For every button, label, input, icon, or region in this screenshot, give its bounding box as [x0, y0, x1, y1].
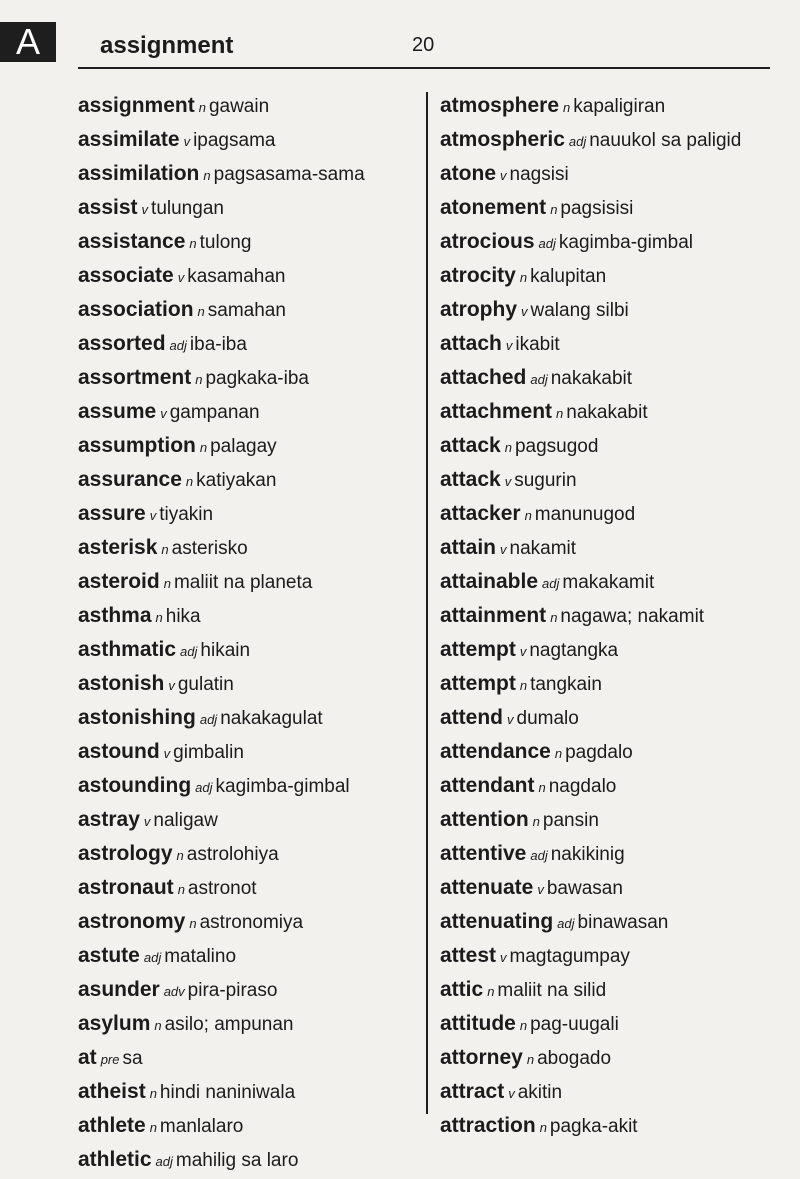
entry-part-of-speech: v — [505, 338, 513, 353]
entry-part-of-speech: n — [526, 1052, 535, 1067]
entry-part-of-speech: n — [177, 882, 185, 897]
entry-definition: mahilig sa laro — [175, 1150, 299, 1171]
dictionary-entry — [440, 532, 775, 566]
entry-headword: asteroid — [78, 570, 160, 593]
entry-definition: akitin — [517, 1082, 563, 1103]
dictionary-entry — [440, 702, 775, 736]
entry-part-of-speech: adj — [143, 950, 162, 965]
entry-headword: assignment — [78, 94, 195, 117]
entry-part-of-speech: n — [539, 1120, 547, 1135]
dictionary-entry — [440, 906, 775, 940]
entry-part-of-speech: n — [550, 610, 558, 625]
entry-headword: attendance — [440, 740, 551, 763]
entry-headword: association — [78, 298, 194, 321]
entry-headword: assimilation — [78, 162, 200, 185]
entry-part-of-speech: adj — [195, 780, 213, 795]
entry-definition: nakikinig — [550, 844, 625, 865]
entry-part-of-speech: n — [195, 372, 203, 387]
entry-part-of-speech: n — [199, 440, 208, 455]
entry-definition: pagkaka-iba — [205, 368, 309, 389]
entry-definition: astronomiya — [199, 912, 304, 933]
entry-part-of-speech: v — [508, 1086, 515, 1101]
entry-definition: hika — [165, 606, 201, 627]
entry-part-of-speech: n — [149, 1086, 157, 1101]
entry-part-of-speech: v — [143, 814, 151, 829]
entry-headword: astound — [78, 740, 160, 763]
dictionary-entry — [78, 1076, 420, 1110]
entry-part-of-speech: adj — [568, 134, 587, 149]
entry-definition: palagay — [210, 436, 277, 457]
dictionary-entry — [78, 90, 420, 124]
dictionary-entry — [78, 226, 420, 260]
entry-headword: asterisk — [78, 536, 158, 559]
entry-definition: bawasan — [546, 878, 623, 899]
dictionary-entry — [440, 90, 775, 124]
entry-part-of-speech: n — [149, 1120, 157, 1135]
entry-headword: attenuating — [440, 910, 554, 933]
entry-headword: attenuate — [440, 876, 534, 899]
entry-part-of-speech: v — [149, 508, 157, 523]
entry-part-of-speech: adj — [199, 712, 218, 727]
entry-headword: attachment — [440, 400, 553, 423]
entry-headword: asthma — [78, 604, 152, 627]
entry-definition: pagdalo — [565, 742, 633, 763]
entry-definition: astrolohiya — [186, 844, 279, 865]
entry-part-of-speech: adj — [542, 576, 560, 591]
dictionary-entry — [78, 294, 420, 328]
entry-part-of-speech: n — [532, 814, 540, 829]
dictionary-entry — [440, 124, 775, 158]
entry-definition: gulatin — [177, 674, 234, 695]
entry-headword: atrophy — [440, 298, 518, 321]
entry-headword: atone — [440, 162, 497, 185]
entry-definition: nakakagulat — [220, 708, 323, 729]
entry-definition: pagsisisi — [560, 198, 634, 219]
entry-definition: maliit na planeta — [173, 572, 313, 593]
dictionary-entry — [440, 328, 775, 362]
entry-definition: gawain — [208, 96, 270, 117]
entry-part-of-speech: n — [563, 100, 571, 115]
dictionary-entry — [78, 940, 420, 974]
entry-part-of-speech: n — [524, 508, 532, 523]
entry-headword: atrocious — [440, 230, 535, 253]
entry-headword: attempt — [440, 638, 516, 661]
entry-headword: assist — [78, 196, 138, 219]
dictionary-entry — [440, 192, 775, 226]
dictionary-entry — [78, 396, 420, 430]
entry-headword: attend — [440, 706, 503, 729]
entry-part-of-speech: n — [154, 1018, 162, 1033]
entry-definition: hikain — [200, 640, 251, 661]
entry-headword: astrology — [78, 842, 173, 865]
entry-definition: nagsisi — [509, 164, 569, 185]
entry-part-of-speech: adj — [538, 236, 556, 251]
entry-headword: astute — [78, 944, 140, 967]
entry-definition: nakakabit — [566, 402, 648, 423]
dictionary-entry — [440, 1110, 775, 1144]
dictionary-entry — [440, 226, 775, 260]
entry-definition: pagka-akit — [549, 1116, 638, 1137]
entry-part-of-speech: n — [189, 236, 197, 251]
entry-headword: attain — [440, 536, 497, 559]
entry-part-of-speech: v — [183, 134, 191, 149]
entry-headword: attainable — [440, 570, 539, 593]
dictionary-entry — [440, 1076, 775, 1110]
entry-definition: maliit na silid — [497, 980, 607, 1001]
entry-definition: nagdalo — [548, 776, 617, 797]
entry-definition: ipagsama — [193, 130, 276, 151]
entry-definition: nagtangka — [529, 640, 619, 661]
entry-definition: tiyakin — [159, 504, 214, 525]
entry-headword: assimilate — [78, 128, 180, 151]
entry-headword: attendant — [440, 774, 535, 797]
entry-part-of-speech: v — [500, 542, 507, 557]
entry-headword: assurance — [78, 468, 182, 491]
entry-definition: nakamit — [509, 538, 577, 559]
entry-definition: kagimba-gimbal — [558, 232, 694, 253]
entry-definition: magtagumpay — [509, 946, 630, 967]
dictionary-entry — [440, 294, 775, 328]
entry-part-of-speech: n — [519, 678, 528, 693]
entry-headword: at — [78, 1046, 97, 1069]
guide-word: assignment — [100, 32, 234, 59]
entry-definition: pag-uugali — [530, 1014, 619, 1035]
entry-headword: atheist — [78, 1080, 146, 1103]
entry-definition: pira-piraso — [187, 980, 278, 1001]
dictionary-entry — [78, 430, 420, 464]
entry-definition: kalupitan — [530, 266, 607, 287]
entry-part-of-speech: n — [198, 100, 206, 115]
entry-definition: katiyakan — [196, 470, 277, 491]
entry-definition: dumalo — [516, 708, 579, 729]
entry-definition: pansin — [542, 810, 599, 831]
entry-definition: sa — [122, 1048, 143, 1069]
dictionary-entry — [440, 838, 775, 872]
entry-headword: astonish — [78, 672, 165, 695]
dictionary-entry — [78, 634, 420, 668]
entry-part-of-speech: n — [556, 406, 564, 421]
dictionary-entry — [440, 566, 775, 600]
entry-headword: athletic — [78, 1148, 152, 1171]
dictionary-entry — [78, 566, 420, 600]
entry-part-of-speech: v — [500, 168, 507, 183]
entry-headword: atmospheric — [440, 128, 565, 151]
entry-part-of-speech: v — [163, 746, 171, 761]
entry-part-of-speech: adj — [530, 848, 548, 863]
entry-definition: kasamahan — [187, 266, 286, 287]
right-column — [440, 90, 775, 1144]
entry-headword: associate — [78, 264, 174, 287]
entry-part-of-speech: n — [504, 440, 512, 455]
entry-headword: asylum — [78, 1012, 151, 1035]
column-divider — [426, 92, 428, 1114]
entry-headword: attorney — [440, 1046, 523, 1069]
entry-headword: attract — [440, 1080, 505, 1103]
entry-part-of-speech: n — [155, 610, 163, 625]
dictionary-entry — [78, 838, 420, 872]
dictionary-entry — [78, 668, 420, 702]
entry-part-of-speech: v — [537, 882, 544, 897]
entry-part-of-speech: v — [521, 304, 528, 319]
entry-headword: attic — [440, 978, 484, 1001]
entry-headword: asunder — [78, 978, 160, 1001]
dictionary-entry — [78, 1042, 420, 1076]
entry-part-of-speech: v — [519, 644, 527, 659]
entry-definition: gampanan — [169, 402, 260, 423]
left-column — [78, 90, 420, 1178]
dictionary-entry — [440, 872, 775, 906]
entry-part-of-speech: v — [177, 270, 185, 285]
entry-definition: asterisko — [171, 538, 248, 559]
entry-headword: assure — [78, 502, 146, 525]
entry-part-of-speech: pre — [100, 1052, 120, 1067]
dictionary-entry — [78, 1008, 420, 1042]
entry-definition: sugurin — [514, 470, 577, 491]
dictionary-entry — [440, 1008, 775, 1042]
entry-headword: athlete — [78, 1114, 146, 1137]
entry-headword: atmosphere — [440, 94, 560, 117]
entry-part-of-speech: n — [554, 746, 563, 761]
entry-part-of-speech: n — [185, 474, 194, 489]
entry-definition: astronot — [187, 878, 257, 899]
entry-part-of-speech: adj — [155, 1154, 173, 1169]
dictionary-entry — [440, 158, 775, 192]
entry-part-of-speech: n — [487, 984, 495, 999]
entry-definition: gimbalin — [173, 742, 244, 763]
entry-part-of-speech: n — [203, 168, 211, 183]
dictionary-entry — [440, 736, 775, 770]
dictionary-entry — [440, 1042, 775, 1076]
entry-headword: attest — [440, 944, 497, 967]
dictionary-entry — [78, 600, 420, 634]
entry-part-of-speech: v — [160, 406, 167, 421]
dictionary-entry — [78, 532, 420, 566]
entry-headword: assumption — [78, 434, 196, 457]
entry-definition: asilo; ampunan — [164, 1014, 294, 1035]
entry-part-of-speech: adj — [180, 644, 198, 659]
entry-definition: nagawa; nakamit — [560, 606, 705, 627]
dictionary-entry — [440, 260, 775, 294]
entry-definition: abogado — [537, 1048, 612, 1069]
entry-headword: astonishing — [78, 706, 196, 729]
entry-definition: tulungan — [151, 198, 224, 219]
entry-part-of-speech: adj — [169, 338, 187, 353]
dictionary-entry — [78, 872, 420, 906]
entry-headword: attainment — [440, 604, 547, 627]
entry-part-of-speech: v — [507, 712, 514, 727]
entry-headword: assortment — [78, 366, 192, 389]
dictionary-entry — [78, 498, 420, 532]
entry-part-of-speech: n — [538, 780, 546, 795]
dictionary-entry — [78, 906, 420, 940]
entry-definition: samahan — [207, 300, 286, 321]
entry-part-of-speech: v — [504, 474, 512, 489]
entry-part-of-speech: n — [519, 1018, 528, 1033]
entry-part-of-speech: n — [161, 542, 169, 557]
dictionary-entry — [440, 430, 775, 464]
dictionary-entry — [440, 940, 775, 974]
entry-headword: astounding — [78, 774, 192, 797]
dictionary-entry — [78, 1144, 420, 1178]
entry-definition: ikabit — [515, 334, 560, 355]
entry-headword: attach — [440, 332, 502, 355]
entry-part-of-speech: v — [168, 678, 175, 693]
entry-headword: attentive — [440, 842, 527, 865]
dictionary-entry — [78, 702, 420, 736]
entry-headword: astronomy — [78, 910, 186, 933]
dictionary-entry — [440, 464, 775, 498]
dictionary-entry — [440, 498, 775, 532]
entry-definition: manunugod — [534, 504, 636, 525]
entry-definition: makakamit — [562, 572, 655, 593]
dictionary-entry — [78, 158, 420, 192]
entry-headword: attacker — [440, 502, 521, 525]
dictionary-entry — [440, 600, 775, 634]
entry-part-of-speech: adj — [530, 372, 548, 387]
dictionary-entry — [78, 124, 420, 158]
entry-headword: assume — [78, 400, 157, 423]
entry-part-of-speech: n — [519, 270, 528, 285]
entry-headword: attraction — [440, 1114, 536, 1137]
dictionary-entry — [78, 328, 420, 362]
dictionary-entry — [440, 804, 775, 838]
entry-headword: astronaut — [78, 876, 174, 899]
entry-headword: attack — [440, 468, 501, 491]
entry-headword: attached — [440, 366, 527, 389]
entry-definition: binawasan — [577, 912, 669, 933]
entry-headword: astray — [78, 808, 140, 831]
entry-headword: atonement — [440, 196, 547, 219]
dictionary-entry — [440, 634, 775, 668]
entry-headword: attitude — [440, 1012, 516, 1035]
dictionary-entry — [440, 668, 775, 702]
page-number: 20 — [412, 34, 435, 56]
entry-definition: nauukol sa paligid — [589, 130, 742, 151]
entry-headword: asthmatic — [78, 638, 177, 661]
dictionary-entry — [78, 736, 420, 770]
dictionary-entry — [78, 770, 420, 804]
entry-part-of-speech: n — [189, 916, 197, 931]
entry-headword: assistance — [78, 230, 186, 253]
dictionary-entry — [78, 362, 420, 396]
entry-definition: iba-iba — [189, 334, 247, 355]
dictionary-entry — [78, 464, 420, 498]
entry-definition: walang silbi — [530, 300, 629, 321]
entry-part-of-speech: v — [500, 950, 507, 965]
dictionary-entry — [440, 362, 775, 396]
entry-definition: matalino — [164, 946, 237, 967]
entry-part-of-speech: n — [176, 848, 184, 863]
dictionary-entry — [440, 974, 775, 1008]
section-letter-tab: A — [0, 22, 56, 62]
entry-definition: tangkain — [530, 674, 602, 695]
entry-definition: kagimba-gimbal — [215, 776, 350, 797]
entry-definition: pagsasama-sama — [213, 164, 365, 185]
dictionary-entry — [78, 1110, 420, 1144]
dictionary-entry — [78, 974, 420, 1008]
entry-part-of-speech: v — [141, 202, 149, 217]
dictionary-entry — [78, 804, 420, 838]
entry-definition: kapaligiran — [573, 96, 666, 117]
entry-headword: attention — [440, 808, 529, 831]
dictionary-entry — [78, 192, 420, 226]
entry-part-of-speech: adj — [557, 916, 575, 931]
entry-headword: attempt — [440, 672, 516, 695]
entry-part-of-speech: n — [550, 202, 558, 217]
header-rule — [78, 67, 770, 69]
entry-definition: hindi naniniwala — [159, 1082, 296, 1103]
entry-definition: pagsugod — [514, 436, 599, 457]
entry-definition: naligaw — [153, 810, 218, 831]
entry-part-of-speech: n — [163, 576, 171, 591]
entry-part-of-speech: n — [197, 304, 205, 319]
entry-definition: manlalaro — [159, 1116, 244, 1137]
entry-definition: tulong — [199, 232, 252, 253]
dictionary-entry — [440, 396, 775, 430]
dictionary-entry — [78, 260, 420, 294]
entry-headword: attack — [440, 434, 501, 457]
entry-part-of-speech: adv — [163, 984, 185, 999]
entry-headword: assorted — [78, 332, 166, 355]
entry-definition: nakakabit — [550, 368, 633, 389]
dictionary-entry — [440, 770, 775, 804]
entry-headword: atrocity — [440, 264, 516, 287]
